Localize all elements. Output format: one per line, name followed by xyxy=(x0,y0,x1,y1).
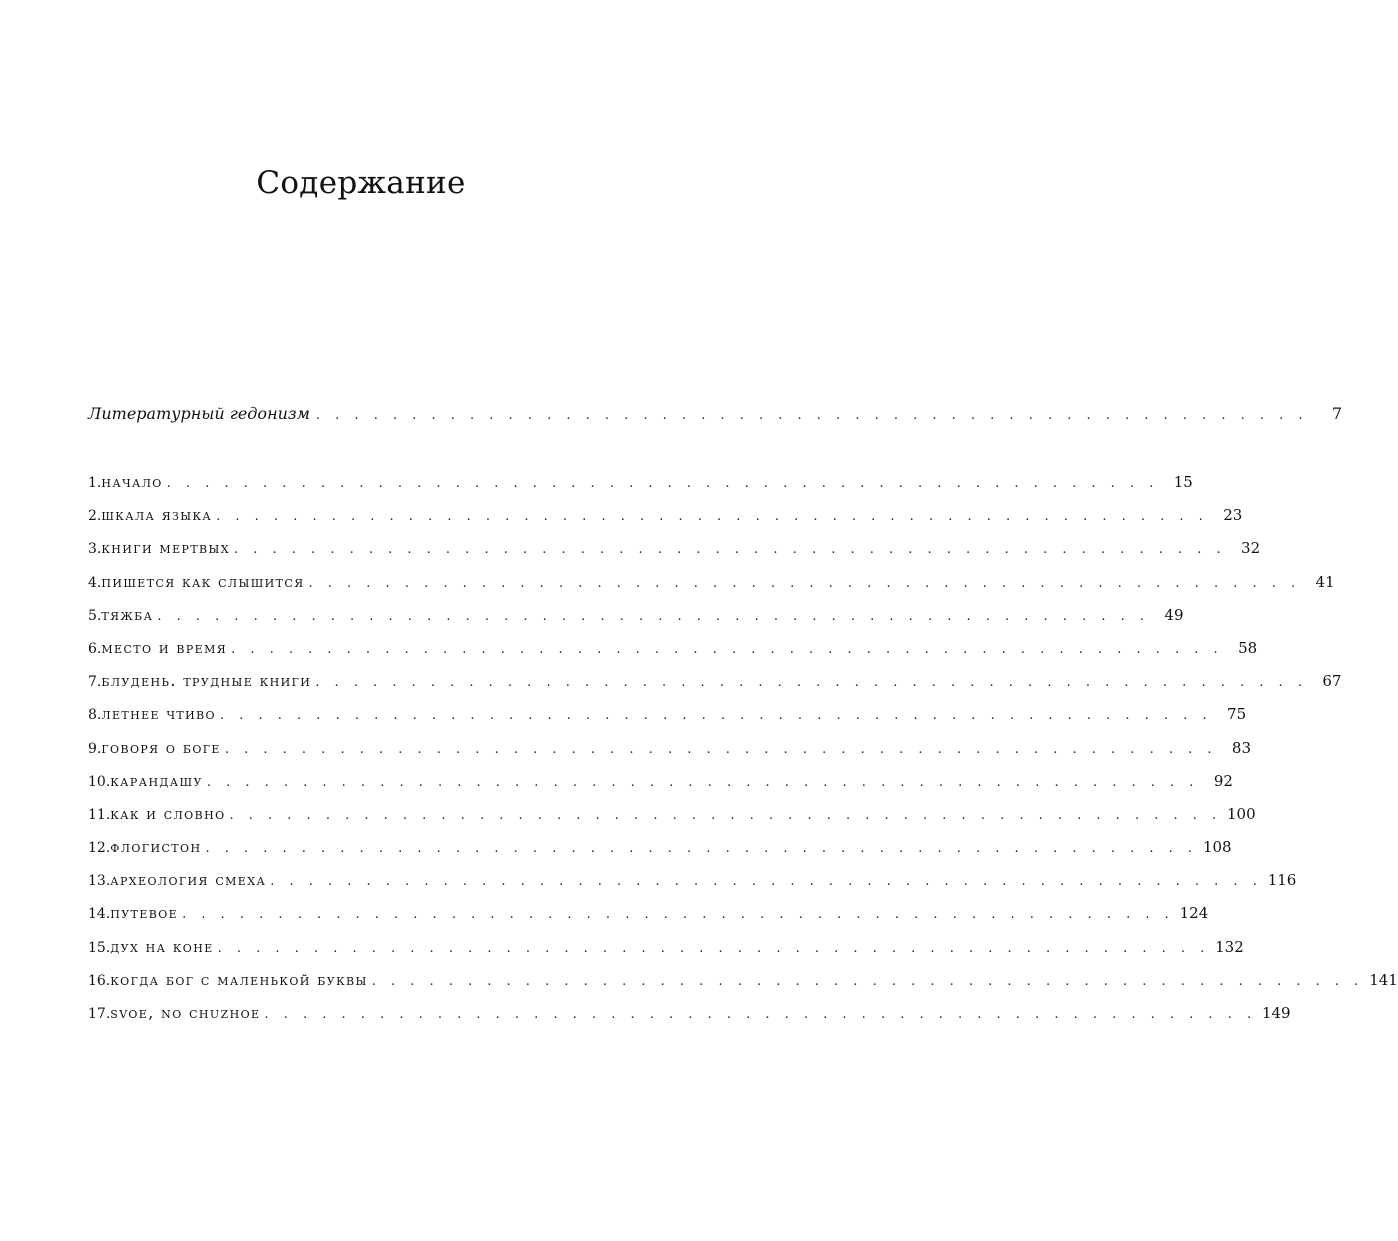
dot-leader: . . . . . . . . . . . . . . . . . . . . . . . . . . . . . . . . . . . . . . . . . . . . . . . . . . . . xyxy=(157,608,1150,624)
toc-entry[interactable] xyxy=(88,538,1261,571)
chapter-number: 17. xyxy=(88,1006,111,1022)
chapter-number: 16. xyxy=(88,972,111,989)
chapter-page-number: 132 xyxy=(1215,937,1244,956)
toc-entry[interactable] xyxy=(88,903,1209,936)
toc-entry[interactable] xyxy=(88,704,1247,737)
chapter-title: путевое xyxy=(110,903,179,923)
chapter-number: 5. xyxy=(88,607,102,624)
dot-leader: . . . . . . . . . . . . . . . . . . . . . . . . . . . . . . . . . . . . . . . . . . . . . . . . . . . . xyxy=(231,641,1224,657)
dot-leader: . . . . . . . . . . . . . . . . . . . . . . . . . . . . . . . . . . . . . . . . . . . . . . . . . . . . xyxy=(219,708,1213,724)
chapter-title: дух на коне xyxy=(110,936,214,956)
chapter-page-number: 49 xyxy=(1164,605,1184,624)
chapter-number: 8. xyxy=(88,707,102,724)
chapter-page-number: 116 xyxy=(1267,871,1297,890)
chapter-number: 6. xyxy=(88,640,102,657)
chapter-number: 7. xyxy=(88,674,102,691)
chapter-title: место и время xyxy=(101,637,228,657)
chapter-title: шкала языка xyxy=(101,505,213,525)
chapter-number: 14. xyxy=(88,906,111,923)
chapter-page-number: 124 xyxy=(1179,904,1209,923)
dot-leader: . . . . . . . . . . . . . . . . . . . . . . . . . . . . . . . . . . . . . . . . . . . . . . . . . . . . xyxy=(205,841,1198,857)
toc-intro-entry[interactable] xyxy=(88,404,1343,434)
dot-leader: . . . . . . . . . . . . . . . . . . . . . . . . . . . . . . . . . . . . . . . . . . . . . . . . . . . . xyxy=(206,774,1199,790)
chapter-page-number: 83 xyxy=(1231,738,1251,757)
toc-entry[interactable] xyxy=(88,770,1233,804)
dot-leader: . . . . . . . . . . . . . . . . . . . . . . . . . . . . . . . . . . . . . . . . . . . . . . . . . . . . xyxy=(371,973,1364,989)
chapter-page-number: 149 xyxy=(1261,1004,1291,1022)
chapter-number: 12. xyxy=(88,840,111,857)
chapter-number: 9. xyxy=(88,740,102,757)
intro-page-number: 7 xyxy=(1331,404,1343,423)
dot-leader: . . . . . . . . . . . . . . . . . . . . . . . . . . . . . . . . . . . . . . . . . . . . . . . . . . . . xyxy=(270,874,1263,890)
toc-entry[interactable] xyxy=(88,671,1342,704)
chapter-page-number: 41 xyxy=(1315,572,1335,591)
chapter-page-number: 141 xyxy=(1369,970,1398,989)
dot-leader: . . . . . . . . . . . . . . . . . . . . . . . . . . . . . . . . . . . . . . . . . . . . . . . . . . . . xyxy=(166,476,1159,491)
chapter-title: как и словно xyxy=(110,803,226,823)
chapter-title: летнее чтиво xyxy=(101,704,216,724)
toc-entry[interactable] xyxy=(88,571,1335,605)
page-title: Содержание xyxy=(256,164,466,201)
dot-leader: . . . . . . . . . . . . . . . . . . . . . . . . . . . . . . . . . . . . . . . . . . . . . . . . . . . . xyxy=(217,940,1210,956)
chapter-title: тяжба xyxy=(101,604,154,624)
chapter-number: 11. xyxy=(88,806,111,823)
dot-leader: . . . . . . . . . . . . . . . . . . . . . . . . . . . . . . . . . . . . . . . . . . . . . . . . . . . . xyxy=(315,675,1308,691)
toc-entry[interactable] xyxy=(88,604,1184,638)
dot-leader: . . . . . . . . . . . . . . . . . . . . . . . . . . . . . . . . . . . . . . . . . . . . . . . . . . . . xyxy=(308,575,1301,591)
chapter-number: 4. xyxy=(88,574,102,591)
dot-leader: . . . . . . . . . . . . . . . . . . . . . . . . . . . . . . . . . . . . . . . . . . . . . . . . . . . . xyxy=(315,408,1309,423)
toc-entry[interactable] xyxy=(88,737,1251,771)
chapter-number: 15. xyxy=(88,939,111,956)
toc-entry[interactable] xyxy=(88,969,1398,1003)
chapter-page-number: 75 xyxy=(1227,705,1247,724)
chapter-number: 1. xyxy=(88,475,102,491)
toc-entry[interactable] xyxy=(88,505,1243,538)
chapter-number: 13. xyxy=(88,873,111,890)
chapter-title: пишется как слышится xyxy=(101,571,305,591)
chapter-page-number: 32 xyxy=(1241,539,1261,558)
chapter-title: книги мертвых xyxy=(101,538,230,558)
chapter-page-number: 67 xyxy=(1322,672,1342,691)
toc-entry[interactable] xyxy=(88,936,1244,970)
chapter-number: 10. xyxy=(88,773,111,790)
chapter-page-number: 92 xyxy=(1213,771,1233,790)
dot-leader: . . . . . . . . . . . . . . . . . . . . . . . . . . . . . . . . . . . . . . . . . . . . . . . . . . . . xyxy=(216,509,1209,525)
chapter-page-number: 58 xyxy=(1238,638,1258,657)
chapter-page-number: 23 xyxy=(1223,506,1243,525)
dot-leader: . . . . . . . . . . . . . . . . . . . . . . . . . . . . . . . . . . . . . . . . . . . . . . . . . . . . xyxy=(229,807,1222,823)
toc-entry[interactable] xyxy=(88,870,1297,903)
chapter-title: карандашу xyxy=(110,770,203,790)
dot-leader: . . . . . . . . . . . . . . . . . . . . . . . . . . . . . . . . . . . . . . . . . . . . . . . . . . . . xyxy=(264,1007,1257,1022)
chapter-title: начало xyxy=(101,472,163,491)
chapter-title: говоря о боге xyxy=(101,737,221,757)
chapter-page-number: 108 xyxy=(1202,838,1232,857)
chapter-number: 2. xyxy=(88,508,102,525)
chapter-title: когда бог с маленькой буквы xyxy=(110,969,368,989)
toc-entry[interactable] xyxy=(88,837,1232,870)
chapter-page-number: 100 xyxy=(1227,804,1256,823)
dot-leader: . . . . . . . . . . . . . . . . . . . . . . . . . . . . . . . . . . . . . . . . . . . . . . . . . . . . xyxy=(182,907,1175,923)
chapter-number: 3. xyxy=(88,541,102,558)
chapter-title: флогистон xyxy=(110,837,202,857)
toc-entry[interactable] xyxy=(88,472,1193,505)
chapter-title: блудень. трудные книги xyxy=(101,671,312,691)
table-of-contents xyxy=(88,472,1398,1036)
chapter-page-number: 15 xyxy=(1173,473,1193,491)
intro-title: Литературный гедонизм xyxy=(88,404,310,423)
chapter-title: svoe, no chuzhoe xyxy=(110,1003,261,1022)
toc-entry[interactable] xyxy=(88,1003,1291,1036)
dot-leader: . . . . . . . . . . . . . . . . . . . . . . . . . . . . . . . . . . . . . . . . . . . . . . . . . . . . xyxy=(224,741,1217,757)
toc-entry[interactable] xyxy=(88,803,1256,837)
toc-entry[interactable] xyxy=(88,637,1258,671)
dot-leader: . . . . . . . . . . . . . . . . . . . . . . . . . . . . . . . . . . . . . . . . . . . . . . . . . . . . xyxy=(234,542,1227,558)
chapter-title: археология смеха xyxy=(110,870,267,890)
